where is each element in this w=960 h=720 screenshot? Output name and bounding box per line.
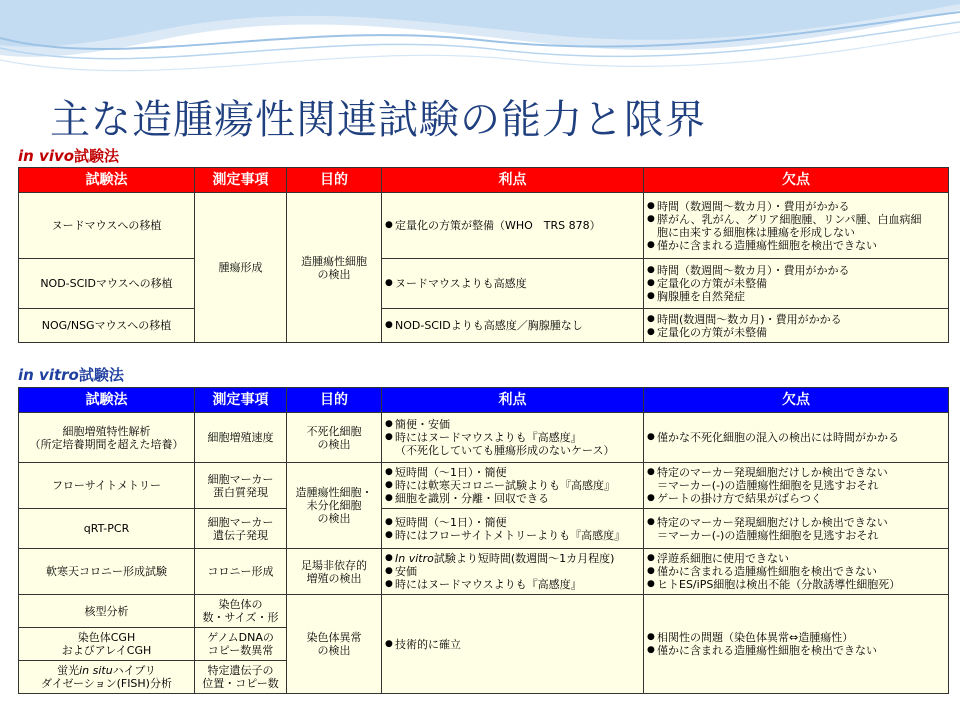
merit-item: ● 技術的に確立 — [385, 638, 640, 651]
demerit-item: ● 時間（数週間～数カ月）・費用がかかる — [647, 264, 945, 277]
method-line: （所定培養期間を超えた培養） — [29, 437, 184, 451]
merit-item: ● ヌードマウスよりも高感度 — [385, 277, 640, 290]
method-text: 蛍光 — [57, 664, 80, 677]
purpose-line: の検出 — [317, 644, 351, 657]
table-row — [19, 309, 949, 343]
method-line — [22, 664, 191, 677]
method-cell — [19, 628, 195, 661]
demerit-item: ● 時間（数週間～数カ月）・費用がかかる — [647, 200, 945, 213]
measure-line: コピー数異常 — [207, 644, 274, 657]
method-italic-text: in situ — [79, 664, 113, 677]
demerit-cell — [644, 193, 949, 259]
measure-line: 細胞マーカー — [207, 472, 274, 486]
demerit-item: ● 時間(数週間～数カ月)・費用がかかる — [647, 313, 945, 326]
merit-italic-text: In vitro — [395, 552, 434, 565]
measure-line: 特定遺伝子の — [207, 664, 274, 677]
method-cell: 軟寒天コロニー形成試験 — [19, 549, 195, 595]
table-row — [19, 193, 949, 259]
invitro-header-measure: 測定事項 — [195, 388, 287, 413]
method-cell: ヌードマウスへの移植 — [19, 193, 195, 259]
method-text: ハイブリ — [112, 664, 156, 677]
invivo-header-merit: 利点 — [382, 168, 644, 193]
table-row — [19, 549, 949, 595]
method-cell: NOG/NSGマウスへの移植 — [19, 309, 195, 343]
invivo-header-purpose: 目的 — [287, 168, 382, 193]
table-row — [19, 413, 949, 463]
invitro-header-merit: 利点 — [382, 388, 644, 413]
demerit-item: ● 相関性の問題（染色体異常⇔造腫瘍性） — [647, 631, 945, 644]
invitro-section-label — [18, 364, 124, 385]
page-title: 主な造腫瘍性関連試験の能力と限界 — [50, 97, 706, 143]
purpose-cell — [287, 549, 382, 595]
header-wave-decoration — [0, 0, 960, 100]
merit-item: ● 時にはフローサイトメトリーよりも『高感度』 — [385, 529, 640, 542]
demerit-cell — [644, 595, 949, 694]
merit-cell — [382, 413, 644, 463]
measure-line: 遺伝子発現 — [213, 528, 268, 542]
measure-line: 蛋白質発現 — [213, 485, 268, 499]
demerit-item-continued: ＝マーカー(-)の造腫瘍性細胞を見逃すおそれ — [657, 528, 879, 542]
purpose-line: 未分化細胞 — [306, 499, 362, 512]
invitro-header-purpose: 目的 — [287, 388, 382, 413]
invivo-label-rest: 試験法 — [74, 147, 120, 165]
demerit-cell — [644, 463, 949, 509]
table-row — [19, 595, 949, 628]
invitro-label-rest: 試験法 — [78, 366, 124, 384]
invivo-header-row — [19, 168, 949, 193]
method-cell: qRT-PCR — [19, 509, 195, 549]
demerit-item-continued: 胞に由来する細胞株は腫瘍を形成しない — [657, 225, 855, 239]
measure-cell — [195, 509, 287, 549]
method-cell: 核型分析 — [19, 595, 195, 628]
measure-cell — [195, 463, 287, 509]
purpose-line: 増殖の検出 — [306, 571, 362, 585]
invivo-section-label — [18, 145, 119, 166]
method-cell: フローサイトメトリー — [19, 463, 195, 509]
invitro-header-demerit: 欠点 — [644, 388, 949, 413]
demerit-item: ● 僅かに含まれる造腫瘍性細胞を検出できない — [647, 239, 945, 252]
invitro-label-italic: in vitro — [18, 366, 79, 384]
demerit-cell — [644, 413, 949, 463]
merit-cell — [382, 549, 644, 595]
table-row — [19, 259, 949, 309]
merit-item — [385, 552, 640, 565]
invitro-table — [18, 387, 949, 694]
measure-cell: コロニー形成 — [195, 549, 287, 595]
demerit-item: ● 膵がん、乳がん、グリア細胞腫、リンパ腫、白血病細 — [647, 213, 945, 226]
purpose-line: の検出 — [317, 267, 351, 281]
merit-item: ● 細胞を識別・分離・回収できる — [385, 492, 640, 505]
purpose-line: の検出 — [317, 437, 351, 451]
purpose-cell — [287, 595, 382, 694]
demerit-item: ● 特定のマーカー発現細胞だけしか検出できない — [647, 466, 945, 479]
purpose-cell — [287, 463, 382, 549]
measure-line: 染色体の — [218, 598, 263, 611]
demerit-item: ● 僅かな不死化細胞の混入の検出には時間がかかる — [647, 431, 945, 444]
demerit-item: ● 僅かに含まれる造腫瘍性細胞を検出できない — [647, 565, 945, 578]
merit-text: 試験より短時間(数週間～1カ月程度) — [433, 552, 615, 565]
demerit-item: ● 胸腺腫を自然発症 — [647, 290, 945, 303]
merit-item: ● 時には軟寒天コロニー試験よりも『高感度』 — [385, 479, 640, 492]
merit-item: ● 短時間（～1日）・簡便 — [385, 466, 640, 479]
merit-item: ● 短時間（～1日）・簡便 — [385, 516, 640, 529]
measure-cell — [195, 661, 287, 694]
demerit-cell — [644, 309, 949, 343]
measure-line: 細胞マーカー — [207, 515, 274, 529]
demerit-cell — [644, 549, 949, 595]
method-cell: NOD-SCIDマウスへの移植 — [19, 259, 195, 309]
purpose-cell — [287, 193, 382, 343]
invivo-label-italic: in vivo — [18, 147, 75, 165]
merit-item: ● 安価 — [385, 565, 640, 578]
purpose-line: 不死化細胞 — [306, 424, 362, 438]
merit-cell — [382, 595, 644, 694]
merit-cell — [382, 259, 644, 309]
demerit-item: ● ゲートの掛け方で結果がばらつく — [647, 492, 945, 505]
merit-cell — [382, 463, 644, 509]
invivo-table — [18, 167, 949, 343]
demerit-item: ● 定量化の方策が未整備 — [647, 326, 945, 339]
invitro-header-method: 試験法 — [19, 388, 195, 413]
demerit-cell — [644, 259, 949, 309]
demerit-cell — [644, 509, 949, 549]
table-row — [19, 463, 949, 509]
merit-item: ● 時にはヌードマウスよりも『高感度』 — [385, 578, 640, 591]
measure-cell: 細胞増殖速度 — [195, 413, 287, 463]
method-line: 細胞増殖特性解析 — [62, 424, 151, 438]
merit-cell — [382, 509, 644, 549]
measure-line: 数・サイズ・形 — [202, 611, 279, 624]
demerit-item: ● 僅かに含まれる造腫瘍性細胞を検出できない — [647, 644, 945, 657]
demerit-item: ● 浮遊系細胞に使用できない — [647, 552, 945, 565]
invivo-header-method: 試験法 — [19, 168, 195, 193]
purpose-cell — [287, 413, 382, 463]
measure-line: 位置・コピー数 — [202, 677, 279, 690]
demerit-item: ● 特定のマーカー発現細胞だけしか検出できない — [647, 516, 945, 529]
purpose-line: 造腫瘍性細胞・ — [295, 486, 373, 499]
merit-item: ● 定量化の方策が整備（WHO TRS 878） — [385, 219, 640, 232]
merit-item: ● NOD-SCIDよりも高感度／胸腺腫なし — [385, 319, 640, 332]
measure-cell — [195, 595, 287, 628]
demerit-item: ● 定量化の方策が未整備 — [647, 277, 945, 290]
purpose-line: 造腫瘍性細胞 — [301, 254, 367, 268]
purpose-line: 足場非依存的 — [301, 558, 367, 572]
demerit-item: ● ヒトES/iPS細胞は検出不能（分散誘導性細胞死） — [647, 578, 945, 591]
measure-line: ゲノムDNAの — [207, 631, 274, 644]
invivo-header-measure: 測定事項 — [195, 168, 287, 193]
method-cell — [19, 661, 195, 694]
merit-item: ● 簡便・安価 — [385, 418, 640, 431]
measure-cell — [195, 628, 287, 661]
merit-item: ● 時にはヌードマウスよりも『高感度』 — [385, 431, 640, 444]
merit-item-continued: （不死化していても腫瘍形成のないケース） — [395, 444, 615, 457]
invitro-header-row — [19, 388, 949, 413]
measure-cell: 腫瘍形成 — [195, 193, 287, 343]
method-cell — [19, 413, 195, 463]
method-line: ダイゼーション(FISH)分析 — [41, 677, 172, 690]
merit-cell — [382, 193, 644, 259]
demerit-item-continued: ＝マーカー(-)の造腫瘍性細胞を見逃すおそれ — [657, 479, 879, 492]
invivo-header-demerit: 欠点 — [644, 168, 949, 193]
table-row — [19, 509, 949, 549]
merit-cell — [382, 309, 644, 343]
purpose-line: 染色体異常 — [306, 631, 362, 644]
purpose-line: の検出 — [317, 512, 351, 525]
method-line: 染色体CGH — [77, 631, 136, 644]
method-line: およびアレイCGH — [61, 644, 152, 657]
